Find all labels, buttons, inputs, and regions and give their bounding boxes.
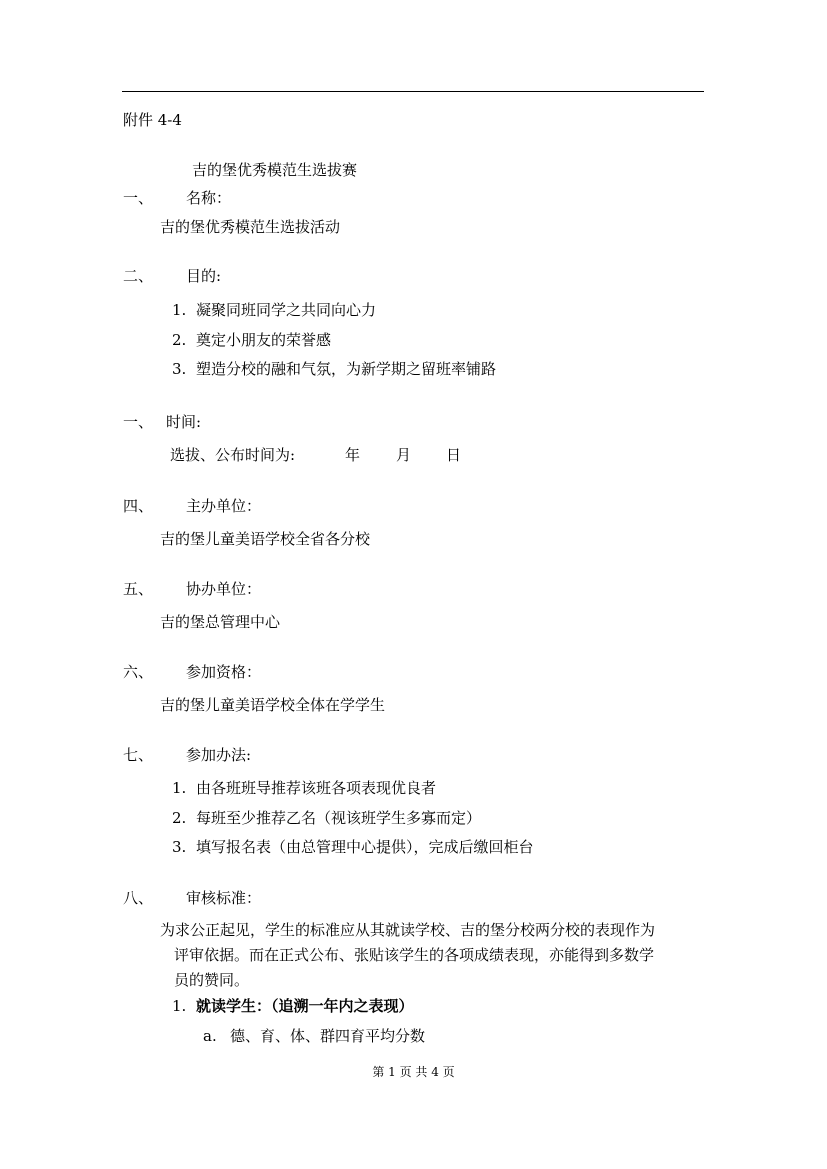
method-item-number: 3. bbox=[172, 838, 187, 856]
criteria-sub-title: 就读学生：（追溯一年内之表现） bbox=[196, 997, 414, 1015]
section-purpose-label: 目的: bbox=[186, 267, 222, 285]
section-host-label: 主办单位： bbox=[186, 497, 262, 515]
method-item-text: 填写报名表（由总管理中心提供），完成后缴回柜台 bbox=[196, 838, 534, 856]
section-criteria-label: 审核标准： bbox=[186, 889, 262, 907]
purpose-item-text: 奠定小朋友的荣誉感 bbox=[196, 331, 332, 349]
criteria-paragraph bbox=[160, 918, 712, 993]
time-year-label: 年 bbox=[345, 446, 361, 464]
document-title: 吉的堡优秀模范生选拔赛 bbox=[192, 161, 358, 179]
page-footer: 第 1 页 共 4 页 bbox=[372, 1065, 455, 1079]
section-time-label: 时间: bbox=[166, 413, 202, 431]
criteria-sub-number: 1. bbox=[172, 997, 187, 1015]
section-coorg-content: 吉的堡总管理中心 bbox=[160, 613, 281, 631]
criteria-paragraph-line: 为求公正起见，学生的标准应从其就读学校、吉的堡分校两分校的表现作为 bbox=[160, 921, 656, 939]
purpose-item-text: 凝聚同班同学之共同向心力 bbox=[196, 301, 377, 319]
time-month-label: 月 bbox=[396, 446, 412, 464]
purpose-item-text: 塑造分校的融和气氛，为新学期之留班率铺路 bbox=[196, 360, 497, 378]
criteria-paragraph-line: 员的赞同。 bbox=[174, 971, 250, 989]
method-item-number: 1. bbox=[172, 779, 187, 797]
section-eligibility-label: 参加资格： bbox=[186, 663, 262, 681]
section-coorg-label: 协办单位： bbox=[186, 580, 262, 598]
time-content-label: 选拔、公布时间为: bbox=[170, 446, 296, 464]
section-coorg-number: 五、 bbox=[123, 580, 154, 598]
purpose-item-number: 3. bbox=[172, 360, 187, 378]
section-time-number: 一、 bbox=[123, 413, 154, 431]
method-item-text: 每班至少推荐乙名（视该班学生多寡而定） bbox=[196, 809, 482, 827]
criteria-sub-item-text: 德、育、体、群四育平均分数 bbox=[230, 1027, 426, 1045]
purpose-item-number: 2. bbox=[172, 331, 187, 349]
section-eligibility-number: 六、 bbox=[123, 663, 154, 681]
annex-label: 附件 4-4 bbox=[123, 111, 182, 129]
method-item-text: 由各班班导推荐该班各项表现优良者 bbox=[196, 779, 437, 797]
section-name-content: 吉的堡优秀模范生选拔活动 bbox=[160, 218, 341, 236]
section-name-number: 一、 bbox=[123, 189, 154, 207]
section-host-content: 吉的堡儿童美语学校全省各分校 bbox=[160, 530, 371, 548]
method-item-number: 2. bbox=[172, 809, 187, 827]
section-purpose-number: 二、 bbox=[123, 267, 154, 285]
criteria-paragraph-line: 评审依据。而在正式公布、张贴该学生的各项成绩表现，亦能得到多数学 bbox=[174, 946, 655, 964]
section-name-label: 名称： bbox=[186, 189, 232, 207]
section-method-label: 参加办法: bbox=[186, 746, 252, 764]
section-method-number: 七、 bbox=[123, 746, 154, 764]
section-criteria-number: 八、 bbox=[123, 889, 154, 907]
criteria-sub-item-letter: a. bbox=[203, 1027, 217, 1045]
section-eligibility-content: 吉的堡儿童美语学校全体在学学生 bbox=[160, 696, 386, 714]
section-host-number: 四、 bbox=[123, 497, 154, 515]
time-day-label: 日 bbox=[446, 446, 462, 464]
purpose-item-number: 1. bbox=[172, 301, 187, 319]
header-rule bbox=[122, 91, 704, 92]
